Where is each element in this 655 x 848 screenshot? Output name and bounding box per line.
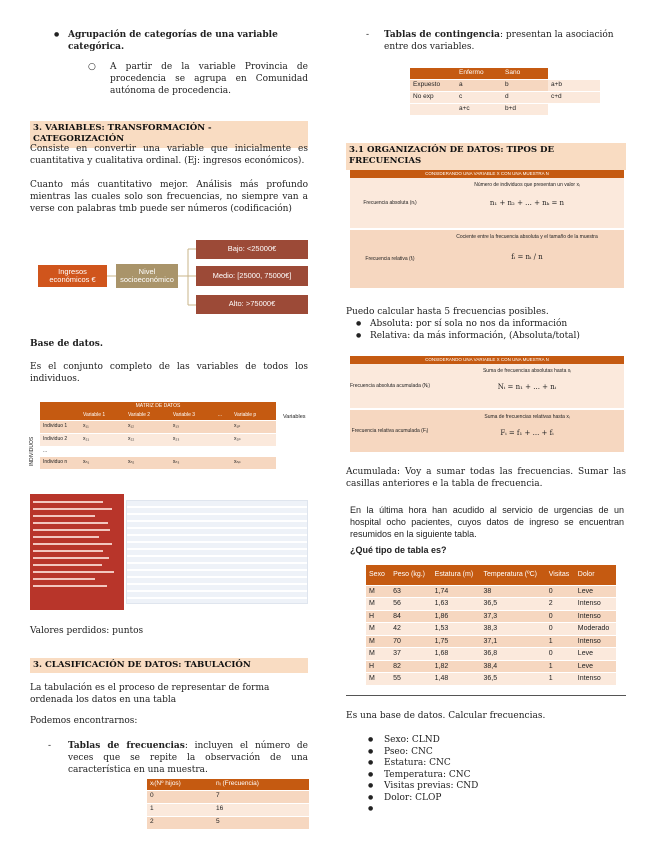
table-cell: 7: [213, 790, 309, 803]
matriz-col: ...: [215, 411, 231, 420]
freq-row-formula: n₁ + n₂ + ... + nₖ = n: [489, 198, 565, 207]
table-cell: 1,74: [432, 585, 481, 598]
table-cell: 1,48: [432, 673, 481, 686]
conting-bullet-term: Tablas de contingencia: [384, 30, 501, 40]
pacientes-header: Estatura (m): [432, 565, 481, 585]
table-row: [40, 420, 276, 433]
table-cell: M: [366, 623, 390, 636]
bullet-agrupacion: [68, 30, 308, 54]
tab-para: La tabulación es el proceso de representar de forma ordenada los datos en una tabla: [30, 683, 270, 705]
table-cell: 1,63: [432, 598, 481, 611]
list-item: [368, 735, 624, 747]
table-cell: x₁₃: [170, 420, 215, 433]
bullet-agrupacion-title: Agrupación de categorías de una variable categórica.: [68, 30, 278, 52]
table-cell: Expuesto: [410, 79, 456, 91]
table-cell: 38,4: [480, 660, 545, 673]
matriz-right-label: Variables: [283, 414, 306, 420]
table-cell: a+c: [456, 103, 502, 115]
table-cell: c+d: [548, 91, 600, 103]
pacientes-header: Visitas: [546, 565, 575, 585]
table-cell: Leve: [575, 648, 616, 661]
table-cell: [215, 456, 231, 469]
pacientes-header: Sexo: [366, 565, 390, 585]
list-item: [368, 792, 624, 805]
spreadsheet-screenshot: [30, 494, 308, 610]
freq-row-desc: [430, 410, 624, 452]
table-cell: d: [502, 91, 548, 103]
freq-row-rel-acum: [350, 410, 624, 452]
table-cell: Intenso: [575, 673, 616, 686]
bullet-dot-icon: ●: [368, 770, 374, 778]
table-cell: [410, 103, 456, 115]
table-cell: Intenso: [575, 598, 616, 611]
table-row: [366, 610, 616, 623]
table-row: [366, 598, 616, 611]
dash-bullet-icon: -: [366, 30, 370, 40]
table-cell: H: [366, 610, 390, 623]
podemos: Podemos encontrarnos:: [30, 716, 138, 726]
table-cell: [215, 420, 231, 433]
matriz-table: [40, 411, 276, 470]
pacientes-header: Dolor: [575, 565, 616, 585]
pacientes-header: Temperatura (ºC): [480, 565, 545, 585]
list-item: [368, 769, 624, 782]
table-cell: 16: [213, 803, 309, 816]
matriz-col: Variable 3: [170, 411, 215, 420]
pacientes-table: [366, 565, 616, 686]
frec-bullet-rest: : incluyen el número de veces que se repite la observación de una característica en una muestra.: [68, 741, 308, 775]
table-cell: Intenso: [575, 635, 616, 648]
freq-row-absoluta: [350, 178, 624, 228]
table-row: [410, 79, 600, 91]
table-cell: 1: [546, 635, 575, 648]
table-row: [410, 91, 600, 103]
section-header-variables: 3. VARIABLES: TRANSFORMACIÓN - CATEGORIZACIÓN: [30, 121, 308, 148]
table-cell: H: [366, 660, 390, 673]
freq-types-table-2: [350, 356, 624, 452]
table-cell: 2: [147, 816, 213, 829]
table-row: [366, 585, 616, 598]
table-cell: 37,3: [480, 610, 545, 623]
table-cell: M: [366, 673, 390, 686]
valores-perdidos: Valores perdidos: puntos: [30, 626, 144, 636]
table-cell: No exp: [410, 91, 456, 103]
spreadsheet-variable-list: [30, 494, 124, 610]
box-alto: Alto: >75000€: [196, 295, 308, 314]
freq-row-desc: [430, 230, 624, 288]
list-item-text: Pseo: CNC: [384, 746, 433, 757]
rel-bullet: [356, 331, 626, 343]
section-header-frecuencias: 3.1 ORGANIZACIÓN DE DATOS: TIPOS DE FRECUENCIAS: [346, 143, 626, 170]
freq-row-formula: Nᵢ = n₁ + ... + nᵢ: [497, 382, 557, 391]
para-consiste: Consiste en convertir una variable que inicialmente es cuantitativa y cualitativa ordinal. (Ej: ingresos económicos).: [30, 144, 308, 166]
frec-bullet: [48, 741, 308, 777]
table-cell: 1: [546, 673, 575, 686]
table-cell: 42: [390, 623, 432, 636]
frec-bullet-term: Tablas de frecuencias: [68, 741, 185, 751]
puedo-para: Puedo calcular hasta 5 frecuencias posibles.: [346, 307, 549, 317]
matriz-col: Variable 2: [125, 411, 170, 420]
box-medio: Medio: [25000, 75000€]: [196, 266, 308, 286]
table-cell: Intenso: [575, 610, 616, 623]
rel-bullet-text: Relativa: da más información, (Absoluta/total): [370, 331, 580, 341]
table-cell: x₂₃: [170, 433, 215, 446]
frec-header-row: [147, 779, 309, 790]
table-row: [40, 446, 276, 456]
bullet-dot-icon: ●: [368, 736, 374, 743]
table-cell: a: [456, 79, 502, 91]
table-cell: 1,53: [432, 623, 481, 636]
table-cell: 70: [390, 635, 432, 648]
freq-table1-title: CONSIDERANDO UNA VARIABLE X CON UNA MUESTRA N: [350, 170, 624, 178]
freq-row-label: Frecuencia absoluta (nᵢ): [363, 199, 417, 206]
table-cell: 0: [546, 610, 575, 623]
table-cell: [170, 446, 215, 456]
list-item: [368, 758, 624, 770]
table-cell: 1,75: [432, 635, 481, 648]
table-cell: M: [366, 598, 390, 611]
list-item-text: Temperatura: CNC: [384, 769, 471, 780]
conting-header: [548, 68, 600, 79]
table-cell: 38,3: [480, 623, 545, 636]
table-cell: 1,68: [432, 648, 481, 661]
dash-bullet-icon: -: [48, 741, 52, 751]
list-item: [368, 781, 624, 793]
table-cell: 84: [390, 610, 432, 623]
table-cell: 36,8: [480, 648, 545, 661]
table-cell: 0: [546, 648, 575, 661]
table-cell: [125, 446, 170, 456]
table-cell: b: [502, 79, 548, 91]
table-row: [410, 103, 600, 115]
freq-types-table-1: [350, 170, 624, 290]
table-cell: 1: [546, 660, 575, 673]
list-item-text: Dolor: CLOP: [384, 792, 442, 803]
sub-bullet: [88, 62, 308, 98]
table-cell: c: [456, 91, 502, 103]
frec-header: nᵢ (Frecuencia): [213, 779, 309, 790]
table-cell: 55: [390, 673, 432, 686]
bullet-dot-icon: ●: [368, 782, 374, 789]
table-cell: 37: [390, 648, 432, 661]
bullet-dot-icon: ●: [368, 793, 374, 801]
table-cell: 5: [213, 816, 309, 829]
conting-header-row: [410, 68, 600, 79]
table-cell: 63: [390, 585, 432, 598]
list-item-text: Estatura: CNC: [384, 758, 451, 768]
table-cell: 82: [390, 660, 432, 673]
table-cell: xₙ₁: [80, 456, 125, 469]
circle-bullet-icon: ○: [88, 62, 96, 72]
matriz-col: [40, 411, 80, 420]
variable-type-list: [368, 735, 624, 816]
conting-header: [410, 68, 456, 79]
conting-bullet: [366, 30, 626, 54]
table-cell: 0: [147, 790, 213, 803]
freq-row-label: Frecuencia relativa acumulada (Fᵢ): [351, 427, 429, 434]
matriz-title: MATRIZ DE DATOS: [40, 402, 276, 411]
table-cell: [215, 446, 231, 456]
table-cell: [548, 103, 600, 115]
freq-row-abs-acum: [350, 364, 624, 408]
table-row: [40, 456, 276, 469]
table-cell: x₂₂: [125, 433, 170, 446]
table-cell: 38: [480, 585, 545, 598]
table-row: [147, 816, 309, 829]
freq-row-formula: Fᵢ = f₁ + ... + fᵢ: [500, 428, 554, 437]
table-cell: Individuo n: [40, 456, 80, 469]
table-cell: Moderado: [575, 623, 616, 636]
hospital-para: En la última hora han acudido al servicio de urgencias de un hospital ocho pacientes, cuyos datos de ingreso se encuentran resumidos en la siguiente tabla.: [350, 505, 624, 539]
table-cell: 0: [546, 585, 575, 598]
freq-row-desc-text: Suma de frecuencias absolutas hasta xᵢ: [482, 368, 572, 374]
table-cell: [231, 446, 276, 456]
table-cell: x₂ₚ: [231, 433, 276, 446]
table-cell: [80, 446, 125, 456]
freq-row-formula: fᵢ = nᵢ / n: [511, 252, 543, 261]
pacientes-body: [366, 585, 616, 685]
abs-bullet: [356, 319, 626, 331]
table-cell: 1,82: [432, 660, 481, 673]
table-row: [147, 790, 309, 803]
freq-row-desc-text: Cociente entre la frecuencia absoluta y el tamaño de la muestra: [456, 234, 598, 240]
table-row: [147, 803, 309, 816]
table-cell: xₙₚ: [231, 456, 276, 469]
table-row: [366, 673, 616, 686]
table-cell: Individuo 1: [40, 420, 80, 433]
base-para: Es el conjunto completo de las variables de todos los individuos.: [30, 362, 308, 384]
table-row: [366, 635, 616, 648]
matriz-header-row: [40, 411, 276, 420]
table-row: [40, 433, 276, 446]
conting-header: Enfermo: [456, 68, 502, 79]
table-cell: x₁ₚ: [231, 420, 276, 433]
freq-table2-title: CONSIDERANDO UNA VARIABLE X CON UNA MUESTRA N: [350, 356, 624, 364]
variable-list-lines: [30, 494, 124, 596]
freq-row-desc: [430, 178, 624, 228]
freq-row-label: Frecuencia relativa (fᵢ): [365, 255, 415, 262]
bullet-dot-icon: ●: [356, 320, 362, 327]
list-item: [368, 746, 624, 759]
table-cell: 56: [390, 598, 432, 611]
box-nivel: Nivel socioeconómico: [116, 264, 178, 288]
table-cell: 1,86: [432, 610, 481, 623]
table-cell: 2: [546, 598, 575, 611]
table-cell: x₁₁: [80, 420, 125, 433]
conting-bullet-rest: : presentan la asociación entre dos variables.: [384, 30, 614, 52]
matriz-col: Variable 1: [80, 411, 125, 420]
question: ¿Qué tipo de tabla es?: [350, 545, 447, 555]
list-item: [368, 804, 624, 816]
frec-header: xᵢ(Nº hijos): [147, 779, 213, 790]
table-cell: xₙ₃: [170, 456, 215, 469]
para-cuanto: Cuanto más cuantitativo mejor. Análisis más profundo mientras las cuales solo son frecuencias, no siempre van a verse con palabras tmb puede ser números (codificación): [30, 180, 308, 214]
table-cell: M: [366, 585, 390, 598]
table-cell: x₁₂: [125, 420, 170, 433]
pacientes-header-row: [366, 565, 616, 585]
list-item-text: Sexo: CLND: [384, 735, 440, 745]
acumulada-para: Acumulada: Voy a sumar todas las frecuencias. Sumar las casillas anteriores e la tabla de frecuencia.: [346, 467, 626, 489]
freq-row-relativa: [350, 230, 624, 288]
table-cell: ...: [40, 446, 80, 456]
box-bajo: Bajo: <25000€: [196, 240, 308, 259]
table-row: [366, 660, 616, 673]
table-cell: a+b: [548, 79, 600, 91]
table-cell: Leve: [575, 585, 616, 598]
bullet-dot-icon: ●: [368, 759, 374, 766]
table-cell: x₂₁: [80, 433, 125, 446]
spreadsheet-grid: [126, 500, 308, 604]
pacientes-header: Peso (kg.): [390, 565, 432, 585]
table-cell: M: [366, 648, 390, 661]
table-cell: Individuo 2: [40, 433, 80, 446]
table-row: [366, 648, 616, 661]
table-cell: 36,5: [480, 598, 545, 611]
matriz-datos: [29, 402, 308, 476]
matriz-side-label: INDIVIDUOS: [29, 436, 35, 466]
freq-row-label: Frecuencia absoluta acumulada (Nᵢ): [350, 382, 430, 389]
table-row: [366, 623, 616, 636]
conting-table: [410, 68, 600, 116]
table-cell: 0: [546, 623, 575, 636]
table-cell: [215, 433, 231, 446]
bullet-dot-icon: ●: [368, 805, 374, 812]
matriz-col: Variable p: [231, 411, 276, 420]
box-ingresos: Ingresos económicos €: [38, 265, 107, 287]
base-calc: Es una base de datos. Calcular frecuencias.: [346, 711, 546, 721]
conting-header: Sano: [502, 68, 548, 79]
table-cell: Leve: [575, 660, 616, 673]
base-title: Base de datos.: [30, 339, 104, 349]
section-header-tabulacion: 3. CLASIFICACIÓN DE DATOS: TABULACIÓN: [30, 658, 308, 673]
table-cell: 36,5: [480, 673, 545, 686]
table-cell: 1: [147, 803, 213, 816]
freq-row-desc: [430, 364, 624, 408]
divider: [346, 695, 626, 696]
freq-row-desc-text: Número de individuos que presentan un valor xᵢ: [474, 182, 580, 188]
table-cell: 37,1: [480, 635, 545, 648]
list-item-text: Visitas previas: CND: [384, 781, 479, 791]
table-cell: M: [366, 635, 390, 648]
bullet-dot-icon: ●: [368, 747, 374, 755]
table-cell: xₙ₂: [125, 456, 170, 469]
freq-row-desc-text: Suma de frecuencias relativas hasta xᵢ: [484, 414, 570, 420]
bullet-dot-icon: ●: [356, 332, 362, 339]
abs-bullet-text: Absoluta: por sí sola no nos da información: [370, 319, 568, 329]
sub-bullet-text: A partir de la variable Provincia de procedencia se agrupa en Comunidad autónoma de procedencia.: [110, 62, 308, 96]
table-cell: b+d: [502, 103, 548, 115]
frec-table: [147, 779, 309, 830]
